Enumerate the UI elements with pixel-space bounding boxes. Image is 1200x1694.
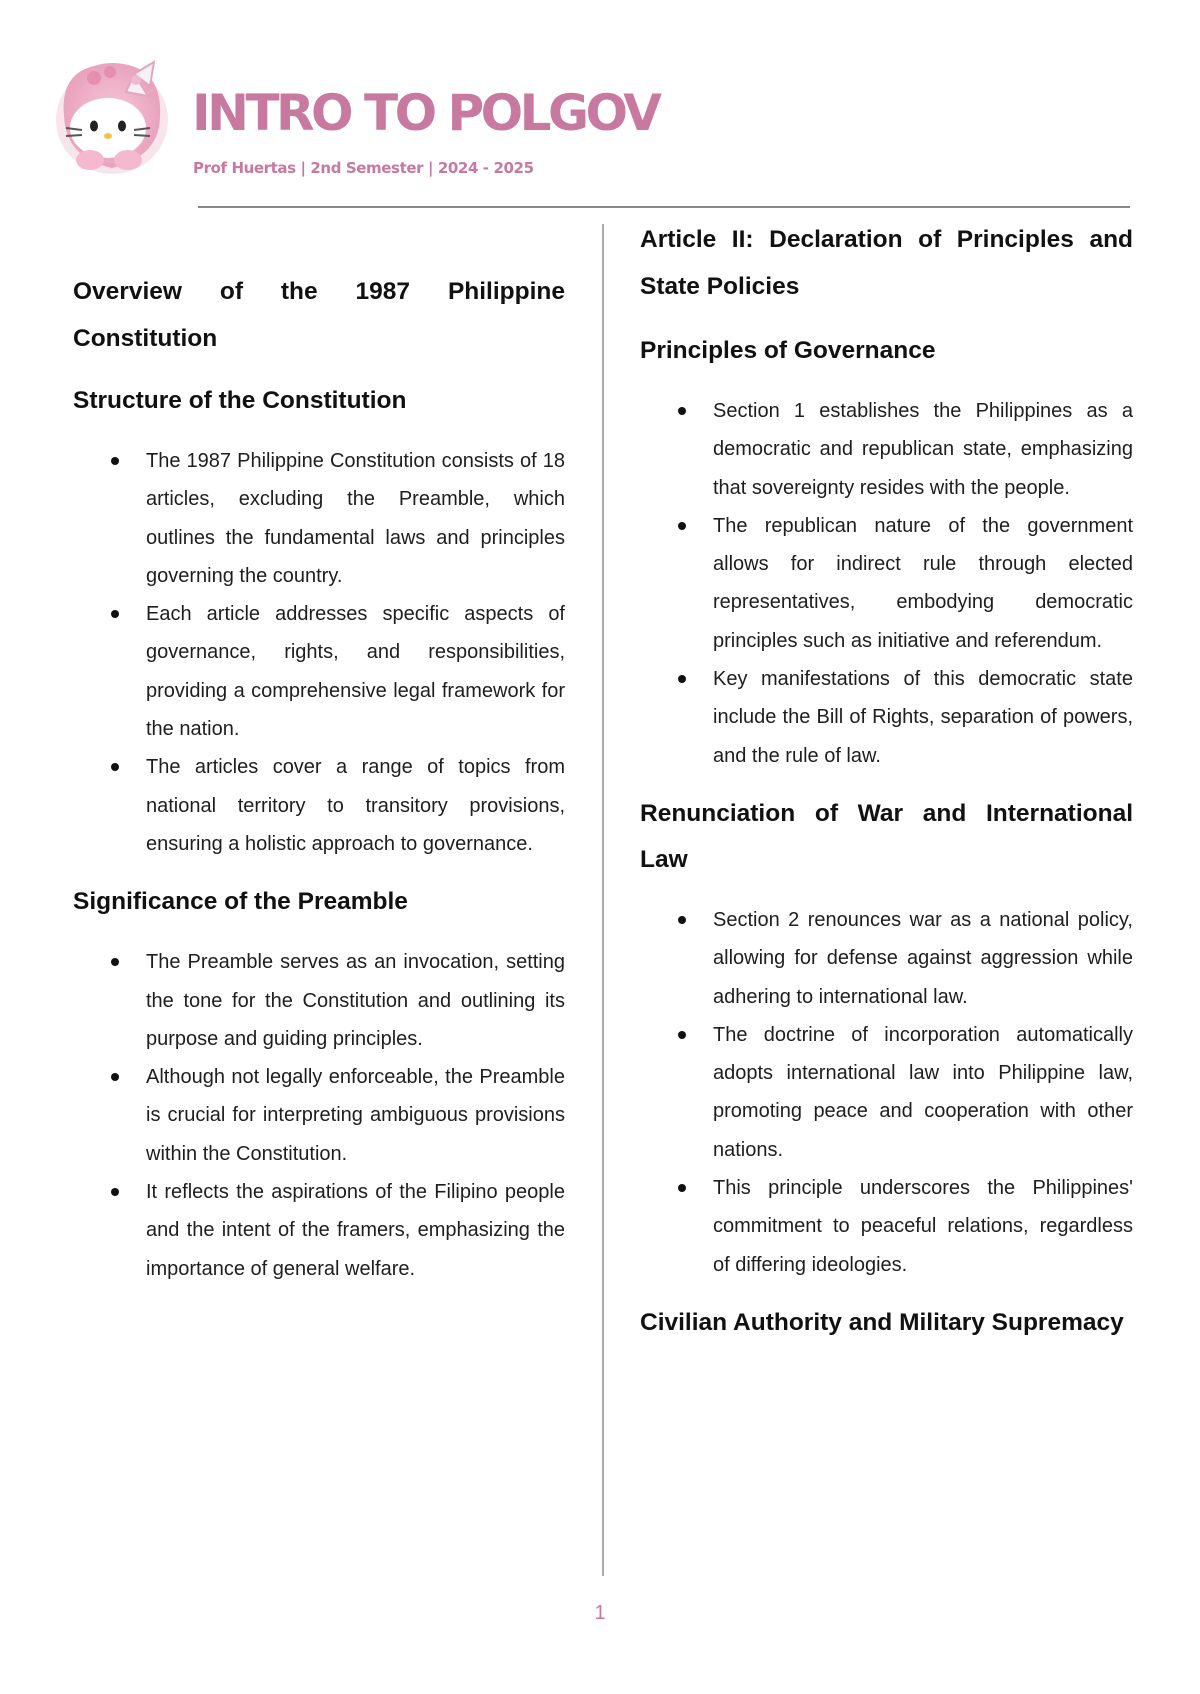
bullet-list-structure xyxy=(73,442,565,863)
list-item: Key manifestations of this democratic state include the Bill of Rights, separation of powers, and the rule of law. xyxy=(640,660,1133,775)
list-item: It reflects the aspirations of the Filipino people and the intent of the framers, emphasizing the importance of general welfare. xyxy=(73,1173,565,1288)
section-heading-structure: Structure of the Constitution xyxy=(73,387,407,414)
hello-kitty-mascot-icon xyxy=(50,56,174,180)
section-heading-preamble: Significance of the Preamble xyxy=(73,888,408,916)
list-item: The doctrine of incorporation automatically adopts international law into Philippine law, promoting peace and cooperation with other nations. xyxy=(640,1016,1133,1169)
left-main-heading: Overview of the 1987 Philippine Constitution xyxy=(73,278,565,352)
section-heading-civilian-authority: Civilian Authority and Military Supremacy xyxy=(640,1308,1124,1336)
list-item: Each article addresses specific aspects of governance, rights, and responsibilities, providing a comprehensive legal framework for the nation. xyxy=(73,595,565,748)
bullet-list-preamble xyxy=(73,943,565,1288)
section-heading-governance: Principles of Governance xyxy=(640,337,936,364)
document-subtitle: Prof Huertas | 2nd Semester | 2024 - 2025 xyxy=(193,159,534,177)
bullet-list-governance xyxy=(640,392,1133,775)
document-header xyxy=(50,56,1150,206)
bullet-list-renunciation xyxy=(640,901,1133,1284)
document-title: INTRO TO POLGOV xyxy=(192,84,659,142)
list-item: Although not legally enforceable, the Preamble is crucial for interpreting ambiguous provisions within the Constitution. xyxy=(73,1058,565,1173)
page-number: 1 xyxy=(594,1602,606,1624)
section-heading-renunciation: Renunciation of War and International Law xyxy=(640,799,1133,873)
column-divider xyxy=(602,224,604,1576)
list-item: The republican nature of the government allows for indirect rule through elected representatives, embodying democratic principles such as initiative and referendum. xyxy=(640,507,1133,660)
list-item: Section 2 renounces war as a national policy, allowing for defense against aggression while adhering to international law. xyxy=(640,901,1133,1016)
list-item: The 1987 Philippine Constitution consists of 18 articles, excluding the Preamble, which outlines the fundamental laws and principles governing the country. xyxy=(73,442,565,595)
list-item: The Preamble serves as an invocation, setting the tone for the Constitution and outlining its purpose and guiding principles. xyxy=(73,943,565,1058)
header-divider xyxy=(198,206,1130,208)
list-item: This principle underscores the Philippines' commitment to peaceful relations, regardless of differing ideologies. xyxy=(640,1169,1133,1284)
right-main-heading: Article II: Declaration of Principles and State Policies xyxy=(640,226,1133,300)
left-column xyxy=(73,268,565,1288)
right-column xyxy=(640,216,1133,1346)
list-item: Section 1 establishes the Philippines as a democratic and republican state, emphasizing that sovereignty resides with the people. xyxy=(640,392,1133,507)
list-item: The articles cover a range of topics from national territory to transitory provisions, ensuring a holistic approach to governance. xyxy=(73,748,565,863)
